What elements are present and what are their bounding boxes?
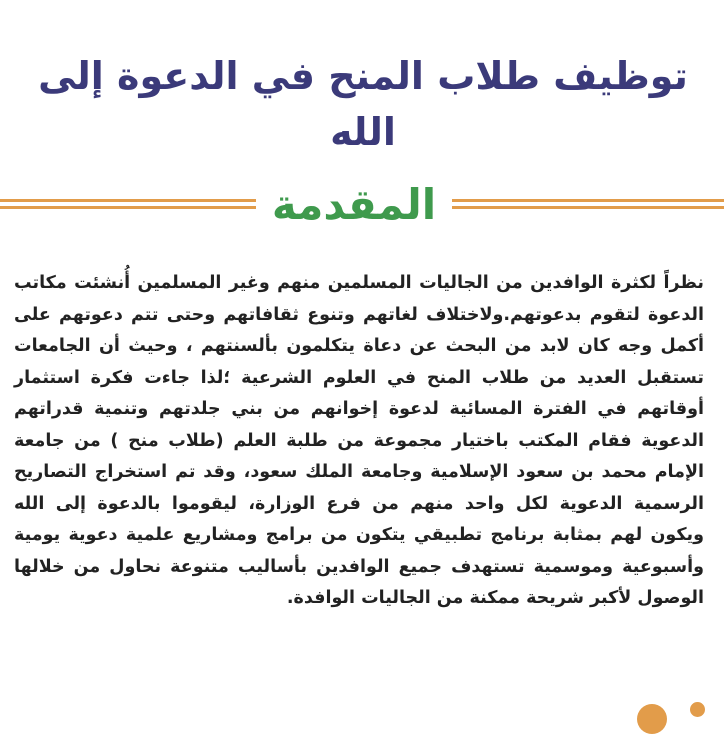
decorative-dot-large [637, 704, 667, 734]
decorative-dot-small [690, 702, 705, 717]
page-title: توظيف طلاب المنح في الدعوة إلى الله [38, 54, 688, 154]
decorative-double-rule-right [452, 199, 724, 211]
section-heading: المقدمة [271, 180, 437, 229]
decorative-double-rule-left [0, 199, 256, 211]
section-header [0, 176, 726, 236]
intro-paragraph: نظراً لكثرة الوافدين من الجاليات المسلمين منهم وغير المسلمين أُنشئت مكاتب الدعوة لتقوم بدعوتهم.ولاختلاف لغاتهم وتنوع ثقافاتهم وحتى تتم دعوتهم على أكمل وجه كان لابد من البحث عن دعاة يتكلمون بألسنتهم ، وحيث أن الجامعات تستقبل العديد من طلاب المنح في العلوم الشرعية ؛لذا جاءت فكرة استثمار أوقاتهم في الفترة المسائية لدعوة إخوانهم من بني جلدتهم وتنمية قدراتهم الدعوية فقام المكتب باختيار مجموعة من طلبة العلم (طلاب منح ) من جامعة الإمام محمد بن سعود الإسلامية وجامعة الملك سعود، وقد تم استخراج التصاريح الرسمية الدعوية لكل واحد منهم من فرع الوزارة، ليقوموا بالدعوة إلى الله ويكون لهم بمثابة برنامج تطبيقي يتكون من برامج ومشاريع علمية دعوية يومية وأسبوعية وموسمية تستهدف جميع الوافدين بأساليب متنوعة نحاول من خلالها الوصول لأكبر شريحة ممكنة من الجاليات الوافدة. [14, 273, 704, 608]
